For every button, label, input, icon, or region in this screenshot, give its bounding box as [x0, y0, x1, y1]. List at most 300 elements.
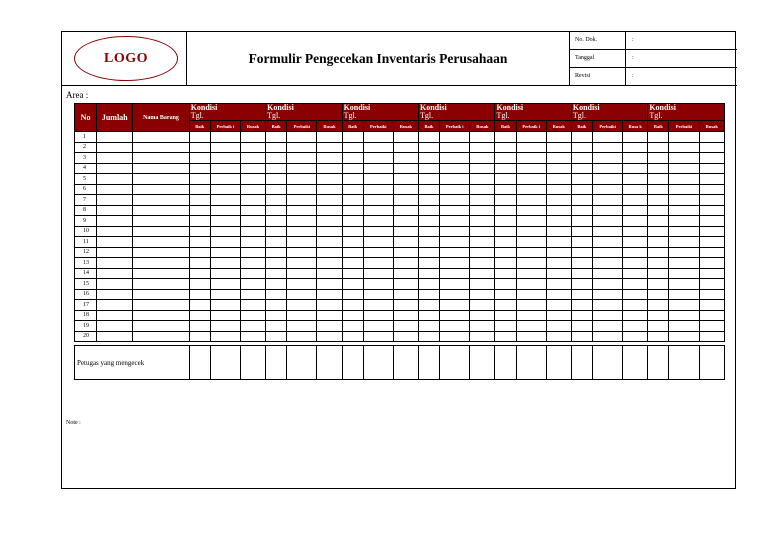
entry-cell[interactable] — [546, 226, 571, 237]
entry-cell[interactable] — [593, 142, 623, 153]
entry-cell[interactable] — [516, 142, 546, 153]
entry-cell[interactable] — [699, 258, 724, 269]
entry-cell[interactable] — [593, 163, 623, 174]
entry-cell[interactable] — [593, 226, 623, 237]
entry-cell[interactable] — [699, 205, 724, 216]
entry-cell[interactable] — [317, 174, 342, 185]
entry-cell[interactable] — [470, 279, 495, 290]
entry-cell[interactable] — [210, 300, 240, 311]
entry-cell[interactable] — [440, 331, 470, 342]
entry-cell[interactable] — [623, 237, 648, 248]
entry-cell[interactable] — [189, 132, 210, 143]
entry-cell[interactable] — [699, 174, 724, 185]
entry-cell[interactable] — [648, 310, 669, 321]
entry-cell[interactable] — [495, 163, 516, 174]
entry-cell[interactable] — [419, 205, 440, 216]
entry-cell[interactable] — [669, 132, 699, 143]
entry-cell[interactable] — [97, 226, 133, 237]
entry-cell[interactable] — [623, 205, 648, 216]
entry-cell[interactable] — [240, 153, 265, 164]
entry-cell[interactable] — [189, 268, 210, 279]
entry-cell[interactable] — [97, 153, 133, 164]
entry-cell[interactable] — [419, 195, 440, 206]
entry-cell[interactable] — [133, 310, 189, 321]
entry-cell[interactable] — [240, 226, 265, 237]
entry-cell[interactable] — [342, 184, 363, 195]
entry-cell[interactable] — [419, 237, 440, 248]
entry-cell[interactable] — [287, 216, 317, 227]
entry-cell[interactable] — [648, 195, 669, 206]
entry-cell[interactable] — [97, 310, 133, 321]
entry-cell[interactable] — [363, 237, 393, 248]
entry-cell[interactable] — [495, 279, 516, 290]
entry-cell[interactable] — [669, 153, 699, 164]
entry-cell[interactable] — [97, 300, 133, 311]
entry-cell[interactable] — [342, 195, 363, 206]
entry-cell[interactable] — [133, 142, 189, 153]
entry-cell[interactable] — [342, 205, 363, 216]
entry-cell[interactable] — [317, 132, 342, 143]
entry-cell[interactable] — [440, 268, 470, 279]
entry-cell[interactable] — [210, 237, 240, 248]
entry-cell[interactable] — [240, 331, 265, 342]
entry-cell[interactable] — [363, 247, 393, 258]
entry-cell[interactable] — [699, 142, 724, 153]
entry-cell[interactable] — [210, 247, 240, 258]
entry-cell[interactable] — [266, 300, 287, 311]
entry-cell[interactable] — [287, 321, 317, 332]
entry-cell[interactable] — [189, 279, 210, 290]
entry-cell[interactable] — [571, 184, 592, 195]
entry-cell[interactable] — [546, 258, 571, 269]
entry-cell[interactable] — [189, 247, 210, 258]
entry-cell[interactable] — [571, 153, 592, 164]
entry-cell[interactable] — [363, 258, 393, 269]
entry-cell[interactable] — [97, 142, 133, 153]
entry-cell[interactable] — [648, 163, 669, 174]
entry-cell[interactable] — [593, 247, 623, 258]
entry-cell[interactable] — [699, 289, 724, 300]
entry-cell[interactable] — [189, 174, 210, 185]
entry-cell[interactable] — [287, 247, 317, 258]
signature-cell[interactable] — [470, 346, 495, 380]
entry-cell[interactable] — [546, 321, 571, 332]
entry-cell[interactable] — [495, 300, 516, 311]
entry-cell[interactable] — [593, 174, 623, 185]
entry-cell[interactable] — [669, 163, 699, 174]
entry-cell[interactable] — [699, 321, 724, 332]
entry-cell[interactable] — [97, 174, 133, 185]
entry-cell[interactable] — [495, 331, 516, 342]
entry-cell[interactable] — [266, 268, 287, 279]
entry-cell[interactable] — [266, 216, 287, 227]
entry-cell[interactable] — [623, 321, 648, 332]
entry-cell[interactable] — [419, 247, 440, 258]
entry-cell[interactable] — [287, 132, 317, 143]
entry-cell[interactable] — [546, 153, 571, 164]
entry-cell[interactable] — [699, 153, 724, 164]
entry-cell[interactable] — [317, 237, 342, 248]
entry-cell[interactable] — [623, 163, 648, 174]
entry-cell[interactable] — [699, 331, 724, 342]
entry-cell[interactable] — [470, 153, 495, 164]
entry-cell[interactable] — [240, 310, 265, 321]
entry-cell[interactable] — [495, 247, 516, 258]
entry-cell[interactable] — [419, 268, 440, 279]
entry-cell[interactable] — [648, 321, 669, 332]
entry-cell[interactable] — [571, 310, 592, 321]
entry-cell[interactable] — [669, 247, 699, 258]
entry-cell[interactable] — [189, 331, 210, 342]
entry-cell[interactable] — [546, 310, 571, 321]
entry-cell[interactable] — [133, 300, 189, 311]
signature-cell[interactable] — [240, 346, 265, 380]
entry-cell[interactable] — [189, 289, 210, 300]
entry-cell[interactable] — [623, 216, 648, 227]
entry-cell[interactable] — [419, 163, 440, 174]
entry-cell[interactable] — [516, 331, 546, 342]
entry-cell[interactable] — [133, 237, 189, 248]
signature-cell[interactable] — [495, 346, 516, 380]
entry-cell[interactable] — [393, 237, 418, 248]
entry-cell[interactable] — [97, 216, 133, 227]
signature-cell[interactable] — [210, 346, 240, 380]
entry-cell[interactable] — [669, 331, 699, 342]
entry-cell[interactable] — [546, 268, 571, 279]
entry-cell[interactable] — [669, 321, 699, 332]
entry-cell[interactable] — [393, 205, 418, 216]
entry-cell[interactable] — [571, 331, 592, 342]
entry-cell[interactable] — [393, 331, 418, 342]
signature-cell[interactable] — [266, 346, 287, 380]
entry-cell[interactable] — [669, 205, 699, 216]
entry-cell[interactable] — [97, 195, 133, 206]
entry-cell[interactable] — [470, 174, 495, 185]
entry-cell[interactable] — [546, 300, 571, 311]
entry-cell[interactable] — [648, 205, 669, 216]
entry-cell[interactable] — [669, 279, 699, 290]
entry-cell[interactable] — [317, 268, 342, 279]
entry-cell[interactable] — [470, 184, 495, 195]
entry-cell[interactable] — [363, 226, 393, 237]
entry-cell[interactable] — [419, 174, 440, 185]
entry-cell[interactable] — [133, 195, 189, 206]
signature-cell[interactable] — [593, 346, 623, 380]
entry-cell[interactable] — [210, 321, 240, 332]
entry-cell[interactable] — [97, 184, 133, 195]
entry-cell[interactable] — [648, 247, 669, 258]
entry-cell[interactable] — [648, 184, 669, 195]
entry-cell[interactable] — [623, 142, 648, 153]
entry-cell[interactable] — [393, 174, 418, 185]
entry-cell[interactable] — [699, 216, 724, 227]
entry-cell[interactable] — [133, 268, 189, 279]
entry-cell[interactable] — [317, 310, 342, 321]
entry-cell[interactable] — [470, 195, 495, 206]
entry-cell[interactable] — [393, 226, 418, 237]
entry-cell[interactable] — [240, 258, 265, 269]
entry-cell[interactable] — [240, 289, 265, 300]
entry-cell[interactable] — [546, 184, 571, 195]
entry-cell[interactable] — [648, 279, 669, 290]
entry-cell[interactable] — [393, 184, 418, 195]
entry-cell[interactable] — [699, 268, 724, 279]
entry-cell[interactable] — [648, 226, 669, 237]
signature-cell[interactable] — [669, 346, 699, 380]
entry-cell[interactable] — [210, 258, 240, 269]
entry-cell[interactable] — [516, 321, 546, 332]
entry-cell[interactable] — [266, 279, 287, 290]
entry-cell[interactable] — [210, 132, 240, 143]
entry-cell[interactable] — [593, 184, 623, 195]
entry-cell[interactable] — [470, 268, 495, 279]
entry-cell[interactable] — [342, 132, 363, 143]
entry-cell[interactable] — [648, 289, 669, 300]
entry-cell[interactable] — [648, 237, 669, 248]
entry-cell[interactable] — [699, 310, 724, 321]
signature-cell[interactable] — [189, 346, 210, 380]
entry-cell[interactable] — [419, 226, 440, 237]
entry-cell[interactable] — [240, 216, 265, 227]
entry-cell[interactable] — [363, 163, 393, 174]
entry-cell[interactable] — [240, 247, 265, 258]
entry-cell[interactable] — [189, 195, 210, 206]
entry-cell[interactable] — [470, 258, 495, 269]
entry-cell[interactable] — [419, 132, 440, 143]
entry-cell[interactable] — [623, 331, 648, 342]
entry-cell[interactable] — [470, 132, 495, 143]
entry-cell[interactable] — [419, 300, 440, 311]
entry-cell[interactable] — [133, 321, 189, 332]
entry-cell[interactable] — [210, 268, 240, 279]
entry-cell[interactable] — [342, 247, 363, 258]
signature-cell[interactable] — [516, 346, 546, 380]
entry-cell[interactable] — [593, 310, 623, 321]
entry-cell[interactable] — [571, 216, 592, 227]
entry-cell[interactable] — [287, 258, 317, 269]
entry-cell[interactable] — [623, 289, 648, 300]
entry-cell[interactable] — [266, 174, 287, 185]
signature-cell[interactable] — [648, 346, 669, 380]
entry-cell[interactable] — [97, 132, 133, 143]
entry-cell[interactable] — [470, 163, 495, 174]
entry-cell[interactable] — [317, 163, 342, 174]
entry-cell[interactable] — [440, 247, 470, 258]
entry-cell[interactable] — [189, 184, 210, 195]
entry-cell[interactable] — [593, 321, 623, 332]
entry-cell[interactable] — [470, 321, 495, 332]
entry-cell[interactable] — [240, 300, 265, 311]
signature-cell[interactable] — [287, 346, 317, 380]
entry-cell[interactable] — [593, 258, 623, 269]
entry-cell[interactable] — [593, 300, 623, 311]
entry-cell[interactable] — [210, 153, 240, 164]
entry-cell[interactable] — [317, 184, 342, 195]
entry-cell[interactable] — [516, 268, 546, 279]
entry-cell[interactable] — [546, 174, 571, 185]
entry-cell[interactable] — [210, 195, 240, 206]
entry-cell[interactable] — [363, 195, 393, 206]
entry-cell[interactable] — [342, 300, 363, 311]
entry-cell[interactable] — [342, 142, 363, 153]
entry-cell[interactable] — [623, 132, 648, 143]
entry-cell[interactable] — [287, 237, 317, 248]
entry-cell[interactable] — [571, 174, 592, 185]
entry-cell[interactable] — [133, 331, 189, 342]
entry-cell[interactable] — [546, 216, 571, 227]
entry-cell[interactable] — [648, 331, 669, 342]
entry-cell[interactable] — [623, 279, 648, 290]
entry-cell[interactable] — [516, 205, 546, 216]
entry-cell[interactable] — [240, 321, 265, 332]
entry-cell[interactable] — [342, 237, 363, 248]
entry-cell[interactable] — [440, 321, 470, 332]
entry-cell[interactable] — [648, 258, 669, 269]
entry-cell[interactable] — [623, 300, 648, 311]
entry-cell[interactable] — [546, 195, 571, 206]
entry-cell[interactable] — [287, 331, 317, 342]
entry-cell[interactable] — [393, 289, 418, 300]
entry-cell[interactable] — [516, 153, 546, 164]
entry-cell[interactable] — [266, 226, 287, 237]
entry-cell[interactable] — [593, 216, 623, 227]
entry-cell[interactable] — [440, 153, 470, 164]
entry-cell[interactable] — [623, 174, 648, 185]
entry-cell[interactable] — [363, 279, 393, 290]
entry-cell[interactable] — [133, 258, 189, 269]
entry-cell[interactable] — [516, 174, 546, 185]
entry-cell[interactable] — [210, 216, 240, 227]
entry-cell[interactable] — [189, 163, 210, 174]
entry-cell[interactable] — [669, 216, 699, 227]
entry-cell[interactable] — [189, 321, 210, 332]
entry-cell[interactable] — [440, 258, 470, 269]
entry-cell[interactable] — [317, 279, 342, 290]
entry-cell[interactable] — [266, 163, 287, 174]
entry-cell[interactable] — [440, 163, 470, 174]
entry-cell[interactable] — [470, 237, 495, 248]
entry-cell[interactable] — [470, 289, 495, 300]
entry-cell[interactable] — [571, 132, 592, 143]
entry-cell[interactable] — [516, 226, 546, 237]
entry-cell[interactable] — [516, 184, 546, 195]
entry-cell[interactable] — [470, 226, 495, 237]
entry-cell[interactable] — [393, 132, 418, 143]
entry-cell[interactable] — [648, 216, 669, 227]
entry-cell[interactable] — [419, 279, 440, 290]
entry-cell[interactable] — [342, 258, 363, 269]
entry-cell[interactable] — [363, 310, 393, 321]
entry-cell[interactable] — [210, 279, 240, 290]
entry-cell[interactable] — [623, 184, 648, 195]
entry-cell[interactable] — [97, 258, 133, 269]
entry-cell[interactable] — [342, 289, 363, 300]
entry-cell[interactable] — [571, 226, 592, 237]
entry-cell[interactable] — [546, 163, 571, 174]
entry-cell[interactable] — [287, 195, 317, 206]
entry-cell[interactable] — [342, 310, 363, 321]
entry-cell[interactable] — [363, 289, 393, 300]
entry-cell[interactable] — [571, 258, 592, 269]
entry-cell[interactable] — [699, 184, 724, 195]
entry-cell[interactable] — [342, 163, 363, 174]
entry-cell[interactable] — [210, 205, 240, 216]
entry-cell[interactable] — [419, 216, 440, 227]
entry-cell[interactable] — [495, 184, 516, 195]
entry-cell[interactable] — [699, 195, 724, 206]
entry-cell[interactable] — [495, 195, 516, 206]
entry-cell[interactable] — [699, 163, 724, 174]
entry-cell[interactable] — [470, 331, 495, 342]
entry-cell[interactable] — [516, 132, 546, 143]
entry-cell[interactable] — [699, 279, 724, 290]
signature-cell[interactable] — [363, 346, 393, 380]
entry-cell[interactable] — [240, 205, 265, 216]
entry-cell[interactable] — [189, 226, 210, 237]
entry-cell[interactable] — [623, 258, 648, 269]
entry-cell[interactable] — [317, 300, 342, 311]
entry-cell[interactable] — [97, 331, 133, 342]
entry-cell[interactable] — [648, 268, 669, 279]
entry-cell[interactable] — [189, 310, 210, 321]
entry-cell[interactable] — [266, 247, 287, 258]
entry-cell[interactable] — [516, 310, 546, 321]
entry-cell[interactable] — [669, 142, 699, 153]
entry-cell[interactable] — [393, 310, 418, 321]
entry-cell[interactable] — [648, 300, 669, 311]
entry-cell[interactable] — [97, 237, 133, 248]
entry-cell[interactable] — [495, 142, 516, 153]
entry-cell[interactable] — [495, 226, 516, 237]
entry-cell[interactable] — [287, 163, 317, 174]
entry-cell[interactable] — [342, 331, 363, 342]
entry-cell[interactable] — [317, 205, 342, 216]
entry-cell[interactable] — [470, 310, 495, 321]
entry-cell[interactable] — [571, 300, 592, 311]
entry-cell[interactable] — [648, 132, 669, 143]
entry-cell[interactable] — [419, 321, 440, 332]
entry-cell[interactable] — [342, 216, 363, 227]
entry-cell[interactable] — [440, 226, 470, 237]
entry-cell[interactable] — [133, 174, 189, 185]
entry-cell[interactable] — [317, 331, 342, 342]
entry-cell[interactable] — [317, 153, 342, 164]
entry-cell[interactable] — [546, 142, 571, 153]
entry-cell[interactable] — [699, 237, 724, 248]
entry-cell[interactable] — [97, 163, 133, 174]
entry-cell[interactable] — [393, 195, 418, 206]
entry-cell[interactable] — [516, 237, 546, 248]
entry-cell[interactable] — [516, 258, 546, 269]
entry-cell[interactable] — [266, 310, 287, 321]
entry-cell[interactable] — [363, 184, 393, 195]
entry-cell[interactable] — [419, 310, 440, 321]
entry-cell[interactable] — [266, 153, 287, 164]
entry-cell[interactable] — [393, 258, 418, 269]
entry-cell[interactable] — [317, 195, 342, 206]
entry-cell[interactable] — [363, 205, 393, 216]
entry-cell[interactable] — [516, 163, 546, 174]
entry-cell[interactable] — [440, 142, 470, 153]
entry-cell[interactable] — [393, 268, 418, 279]
entry-cell[interactable] — [571, 237, 592, 248]
entry-cell[interactable] — [669, 195, 699, 206]
entry-cell[interactable] — [393, 279, 418, 290]
entry-cell[interactable] — [287, 142, 317, 153]
entry-cell[interactable] — [317, 321, 342, 332]
entry-cell[interactable] — [470, 142, 495, 153]
entry-cell[interactable] — [342, 174, 363, 185]
